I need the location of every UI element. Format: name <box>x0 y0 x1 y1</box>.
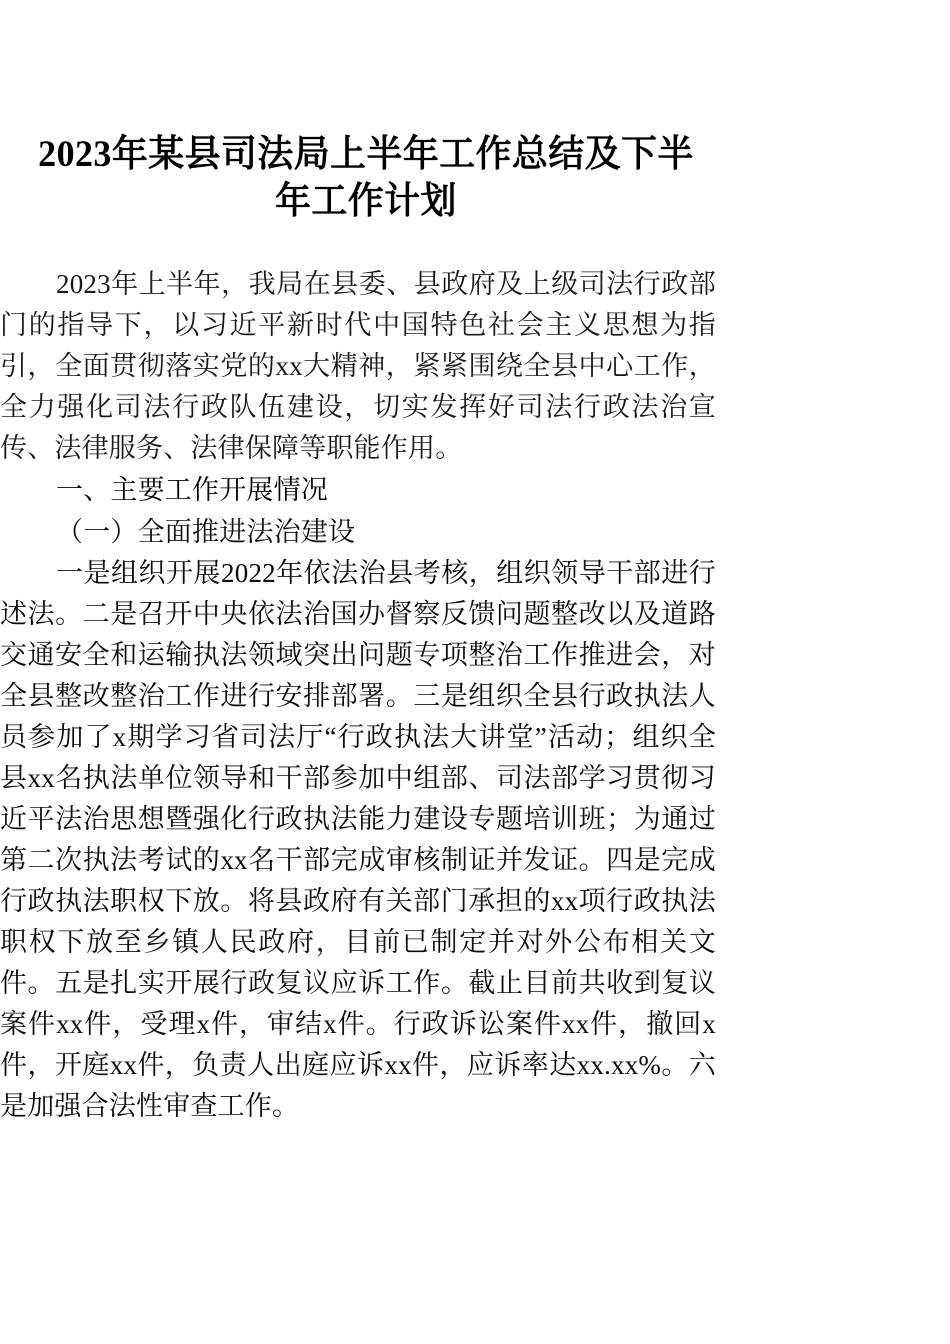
section-heading-level1: 一、主要工作开展情况 <box>56 475 328 505</box>
intro-paragraph: 2023年上半年，我局在县委、县政府及上级司法行政部门的指导下，以习近平新时代中国特色社会主义思想为指引，全面贯彻落实党的xx大精神，紧紧围绕全县中心工作，全力强化司法行政队伍建设，切实发挥好司法行政法治宣传、法律服务、法律保障等职能作用。 <box>0 269 716 463</box>
page-title: 2023年某县司法局上半年工作总结及下半年工作计划 <box>38 134 694 222</box>
section-heading-level2: （一）全面推进法治建设 <box>56 517 356 547</box>
section-body-paragraph: 一是组织开展2022年依法治县考核，组织领导干部进行述法。二是召开中央依法治国办督察反馈问题整改以及道路交通安全和运输执法领域突出问题专项整治工作推进会，对全县整改整治工作进行安排部署。三是组织全县行政执法人员参加了x期学习省司法厅“行政执法大讲堂”活动；组织全县xx名执法单位领导和干部参加中组部、司法部学习贯彻习近平法治思想暨强化行政执法能力建设专题培训班；为通过第二次执法考试的xx名干部完成审核制证并发证。四是完成行政执法职权下放。将县政府有关部门承担的xx项行政执法职权下放至乡镇人民政府，目前已制定并对外公布相关文件。五是扎实开展行政复议应诉工作。截止目前共收到复议案件xx件，受理x件，审结x件。行政诉讼案件xx件，撤回x件，开庭xx件，负责人出庭应诉xx件，应诉率达xx.xx%。六是加强合法性审查工作。 <box>0 558 716 1121</box>
document-body <box>0 264 716 1127</box>
